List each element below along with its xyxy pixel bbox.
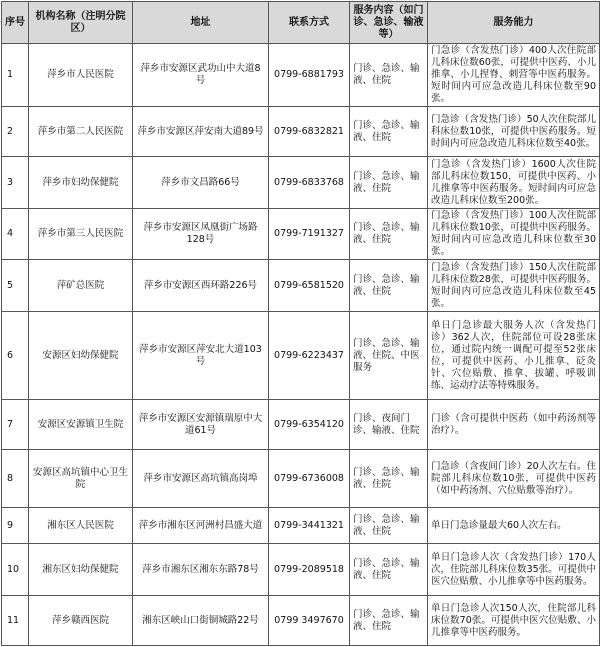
- row-capacity: 单日门急诊人次（含发热门诊）170人次，住院部儿科床位数35张。可提供中医穴位贴敷、小儿推拿等中医药服务。: [428, 544, 600, 596]
- row-capacity: 单日门急诊人次150人次，住院部儿科床位数70张。可提供中医穴位贴敷、小儿推拿等中医药服务。: [428, 596, 600, 646]
- row-name: 萍矿总医院: [29, 260, 133, 312]
- row-no: 7: [2, 400, 29, 450]
- row-name: 萍乡市第二人民医院: [29, 107, 133, 157]
- row-services: 门诊、急诊、输液、住院: [350, 596, 428, 646]
- row-services: 门诊、急诊、输液、住院、中医服务: [350, 312, 428, 400]
- row-phone: 0799-6581520: [269, 260, 350, 312]
- row-name: 萍乡市妇幼保健院: [29, 157, 133, 209]
- row-capacity: 门急诊（含发热门诊）400人次住院部儿科床位数60张，可提供中医药、小儿推拿、小儿捏脊、刺营等中医药服务。短时间内可应急改造儿科床位数至90张。: [428, 44, 600, 107]
- header-address: 地址: [133, 2, 269, 44]
- row-phone: 0799-3441321: [269, 508, 350, 544]
- table-row: [2, 209, 600, 260]
- row-name: 萍乡市人民医院: [29, 44, 133, 107]
- row-services: 门诊、急诊、输液、住院: [350, 508, 428, 544]
- table-row: [2, 596, 600, 646]
- row-capacity: 单日门急诊最大服务人次（含发热门诊）362人次，住院部位可设28张床位，通过院内统一调配可提至52张床位，可提供中医药、小儿推拿、砭灸针、穴位贴敷、推拿、拔罐、呼吸训练、运动疗法等特殊服务。: [428, 312, 600, 400]
- table-row: [2, 312, 600, 400]
- row-no: 11: [2, 596, 29, 646]
- row-address: 湘东区峡山口街铜城路22号: [133, 596, 269, 646]
- row-phone: 0799-6354120: [269, 400, 350, 450]
- table-row: [2, 260, 600, 312]
- row-phone: 0799-7191327: [269, 209, 350, 260]
- header-name: 机构名称（注明分院区）: [29, 2, 133, 44]
- row-phone: 0799-6832821: [269, 107, 350, 157]
- row-services: 门诊、急诊、输液、住院: [350, 157, 428, 209]
- table-row: [2, 44, 600, 107]
- row-capacity: 门急诊（含夜间门诊）20人次左右。住院部儿科床位数10张，可提供中医药（如中药汤剂、穴位贴敷等治疗）。: [428, 450, 600, 508]
- table-header-row: [2, 2, 600, 44]
- table-row: [2, 400, 600, 450]
- row-phone: 0799 3497670: [269, 596, 350, 646]
- row-phone: 0799-6881793: [269, 44, 350, 107]
- row-services: 门诊、急诊、输液、住院: [350, 107, 428, 157]
- row-address: 萍乡市安源区凤凰街广场路128号: [133, 209, 269, 260]
- row-address: 萍乡市湘东区湘东东路78号: [133, 544, 269, 596]
- row-name: 安源区妇幼保健院: [29, 312, 133, 400]
- row-capacity: 门急诊（含发热门诊）1600人次住院部儿科床位数150，可提供中医药、小儿推拿等中医药服务。短时间内可应急改造儿科床位数至200张。: [428, 157, 600, 209]
- row-address: 萍乡市安源区萍安北大道103号: [133, 312, 269, 400]
- row-no: 5: [2, 260, 29, 312]
- row-address: 萍乡市安源区萍安南大道89号: [133, 107, 269, 157]
- row-services: 门诊、急诊、输液、住院: [350, 544, 428, 596]
- row-address: 萍乡市安源区高坑镇高岗埠: [133, 450, 269, 508]
- row-no: 10: [2, 544, 29, 596]
- row-name: 安源区安源镇卫生院: [29, 400, 133, 450]
- row-services: 门诊、急诊、输液、住院: [350, 450, 428, 508]
- row-address: 萍乡市安源区安源镇瑞原中大道61号: [133, 400, 269, 450]
- header-capacity: 服务能力: [428, 2, 600, 44]
- row-name: 萍乡市第三人民医院: [29, 209, 133, 260]
- row-phone: 0799-6736008: [269, 450, 350, 508]
- row-address: 萍乡市安源区武功山中大道8号: [133, 44, 269, 107]
- header-contact: 联系方式: [269, 2, 350, 44]
- row-no: 3: [2, 157, 29, 209]
- row-name: 萍乡赣西医院: [29, 596, 133, 646]
- row-phone: 0799-6833768: [269, 157, 350, 209]
- row-no: 2: [2, 107, 29, 157]
- table-row: [2, 544, 600, 596]
- row-address: 萍乡市安源区西环路226号: [133, 260, 269, 312]
- row-no: 6: [2, 312, 29, 400]
- row-address: 萍乡市文昌路66号: [133, 157, 269, 209]
- header-no: 序号: [2, 2, 29, 44]
- row-capacity: 门急诊（含发热门诊）50人次住院部儿科床位数10张，可提供中医药服务。短时间内可应急改造儿科床位数至40张。: [428, 107, 600, 157]
- row-no: 8: [2, 450, 29, 508]
- hospital-services-table: [1, 1, 600, 646]
- row-address: 萍乡市湘东区河洲村昌盛大道: [133, 508, 269, 544]
- row-name: 湘东区妇幼保健院: [29, 544, 133, 596]
- row-services: 门诊、急诊、输液、住院: [350, 260, 428, 312]
- row-capacity: 门急诊（含发热门诊）100人次住院部儿科床位数10张，可提供中医药服务。短时间内可应急改造儿科床位数至30张。: [428, 209, 600, 260]
- table-row: [2, 508, 600, 544]
- row-phone: 0799-2089518: [269, 544, 350, 596]
- table-row: [2, 107, 600, 157]
- table-row: [2, 157, 600, 209]
- row-no: 4: [2, 209, 29, 260]
- table-row: [2, 450, 600, 508]
- row-phone: 0799-6223437: [269, 312, 350, 400]
- row-no: 1: [2, 44, 29, 107]
- row-name: 安源区高坑镇中心卫生院: [29, 450, 133, 508]
- row-services: 门诊、急诊、输液、住院: [350, 209, 428, 260]
- row-services: 门诊、夜间门诊、输液、住院: [350, 400, 428, 450]
- header-services: 服务内容（如门诊、急诊、输液等）: [350, 2, 428, 44]
- row-services: 门诊、急诊、输液、住院: [350, 44, 428, 107]
- row-capacity: 门诊（含可提供中医药（如中药汤剂等治疗）。: [428, 400, 600, 450]
- row-no: 9: [2, 508, 29, 544]
- row-name: 湘东区人民医院: [29, 508, 133, 544]
- row-capacity: 单日门急诊量最大60人次左右。: [428, 508, 600, 544]
- row-capacity: 门急诊（含发热门诊）150人次住院部儿科床位数28张，可提供中医药服务。短时间内可应急改造儿科床位数至45张。: [428, 260, 600, 312]
